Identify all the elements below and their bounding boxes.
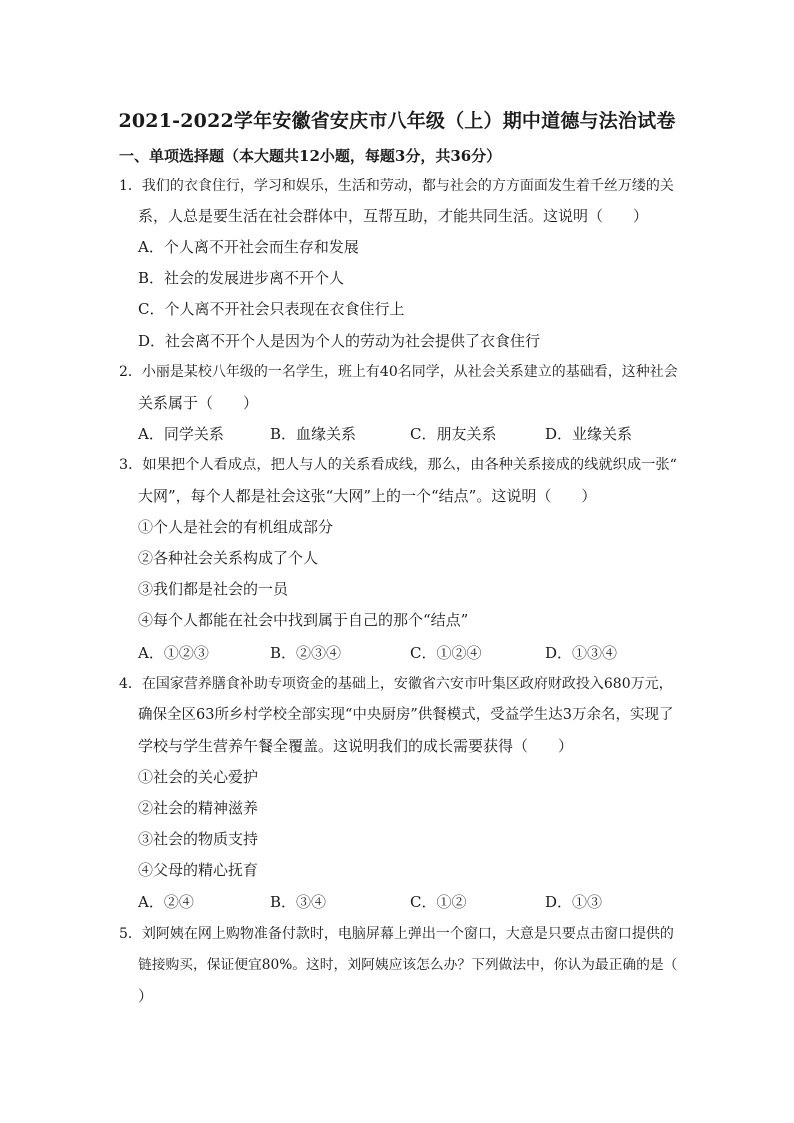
q4-statement-2: ②社会的精神滋养 (138, 799, 259, 817)
q5-stem-line1: 5．刘阿姨在网上购物准备付款时，电脑屏幕上弹出一个窗口，大意是只要点击窗口提供的 (119, 926, 674, 942)
q3-option-a: A．①②③ (138, 644, 209, 662)
q4-stem-line1: 4．在国家营养膳食补助专项资金的基础上，安徽省六安市叶集区政府财政投入680万元， (119, 676, 673, 692)
q4-stem-line3: 学校与学生营养午餐全覆盖。这说明我们的成长需要获得（ ） (138, 737, 574, 755)
section-heading: 一、单项选择题（本大题共12小题，每题3分，共36分） (119, 147, 502, 165)
q1-option-d: D．社会离不开个人是因为个人的劳动为社会提供了衣食住行 (138, 332, 541, 350)
q3-statement-3: ③我们都是社会的一员 (138, 580, 289, 598)
q5-stem-line3: ） (138, 987, 154, 1005)
q1-option-c: C．个人离不开社会只表现在衣食住行上 (138, 300, 405, 318)
q3-option-c: C．①②④ (410, 644, 482, 662)
q4-option-b: B．③④ (270, 893, 327, 911)
q4-option-c: C．①② (410, 893, 467, 911)
q3-stem-line2: 大网”，每个人都是社会这张“大网”上的一个“结点”。这说明（ ） (138, 487, 597, 505)
q2-option-a: A．同学关系 (138, 425, 224, 443)
q4-statement-1: ①社会的关心爱护 (138, 768, 259, 786)
q3-option-d: D．①③④ (545, 644, 618, 662)
q2-option-c: C．朋友关系 (410, 425, 497, 443)
q1-stem-line2: 系，人总是要生活在社会群体中，互帮互助，才能共同生活。这说明（ ） (138, 207, 649, 225)
q4-option-d: D．①③ (545, 893, 603, 911)
q3-statement-2: ②各种社会关系构成了个人 (138, 549, 319, 567)
q2-option-b: B．血缘关系 (270, 425, 357, 443)
q3-stem-line1: 3．如果把个人看成点，把人与人的关系看成线，那么，由各种关系接成的线就织成一张“ (119, 457, 677, 473)
q2-stem-line1: 2．小丽是某校八年级的一名学生，班上有40名同学，从社会关系建立的基础看，这种社会 (119, 364, 678, 380)
q3-option-b: B．②③④ (270, 644, 342, 662)
q4-statement-3: ③社会的物质支持 (138, 830, 259, 848)
q3-statement-4: ④每个人都能在社会中找到属于自己的那个“结点” (138, 611, 469, 629)
q1-stem-line1: 1．我们的衣食住行，学习和娱乐，生活和劳动，都与社会的方方面面发生着千丝万缕的关 (119, 178, 674, 194)
q5-stem-line2: 链接购买，保证便宜80%。这时，刘阿姨应该怎么办？下列做法中，你认为最正确的是（ (138, 957, 678, 973)
q4-stem-line2: 确保全区63所乡村学校全部实现“中央厨房”供餐模式，受益学生达3万余名，实现了 (138, 707, 674, 723)
q4-statement-4: ④父母的精心抚育 (138, 861, 259, 879)
exam-title: 2021-2022学年安徽省安庆市八年级（上）期中道德与法治试卷 (118, 110, 676, 132)
q1-option-a: A．个人离不开社会而生存和发展 (138, 238, 359, 256)
q3-statement-1: ①个人是社会的有机组成部分 (138, 518, 334, 536)
q4-option-a: A．②④ (138, 893, 194, 911)
q2-stem-line2: 关系属于（ ） (138, 394, 259, 412)
q2-option-d: D．业缘关系 (545, 425, 633, 443)
q1-option-b: B．社会的发展进步离不开个人 (138, 269, 345, 287)
